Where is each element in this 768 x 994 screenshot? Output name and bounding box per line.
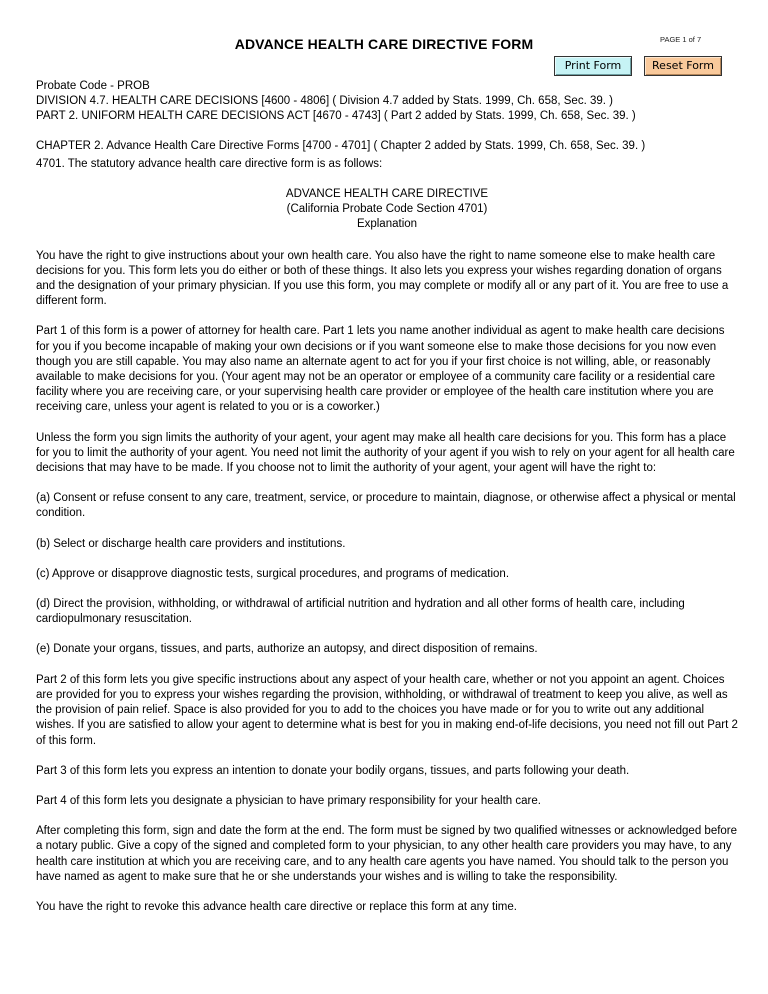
statute-code: Probate Code - PROB [36,80,150,92]
statute-section-intro: 4701. The statutory advance health care directive form is as follows: [36,157,383,170]
directive-title: ADVANCE HEALTH CARE DIRECTIVE [285,188,489,201]
directive-heading [36,187,738,233]
form-title: ADVANCE HEALTH CARE DIRECTIVE FORM [234,36,534,52]
page-indicator: PAGE 1 of 7 [660,35,702,44]
paragraph-after-completing: After completing this form, sign and date the form at the end. The form must be signed by two qualified witnesses or acknowledged before a notary public. Give a copy of the signed and completed form to your physician, to any other health care providers you may have, to any health care institution at which you are receiving care, and to any health care agents you have named. You should talk to the person you have named as agent to make sure that he or she understands your wishes and is willing to take the responsibility. [36,825,738,883]
paragraph-item-c: (c) Approve or disapprove diagnostic tests, surgical procedures, and programs of medication. [36,567,510,580]
paragraph-part3: Part 3 of this form lets you express an intention to donate your bodily organs, tissues, and parts following your death. [36,764,630,777]
paragraph-part4: Part 4 of this form lets you designate a physician to have primary responsibility for your health care. [36,794,541,807]
statute-chapter: CHAPTER 2. Advance Health Care Directive Forms [4700 - 4701] ( Chapter 2 added by Stats. 1999, Ch. 658, Sec. 39. ) [36,139,646,152]
reset-form-button[interactable]: Reset Form [644,56,722,76]
paragraph-revoke: You have the right to revoke this advance health care directive or replace this form at any time. [36,900,517,913]
directive-subtitle: (California Probate Code Section 4701) [286,203,488,216]
statute-header [36,79,738,172]
paragraph-item-d: (d) Direct the provision, withholding, or withdrawal of artificial nutrition and hydration and all other forms of health care, including cardiopulmonary resuscitation. [36,598,685,626]
paragraph-item-e: (e) Donate your organs, tissues, and parts, authorize an autopsy, and direct disposition of remains. [36,643,538,656]
paragraph-rights-intro: You have the right to give instructions about your own health care. You also have the right to name someone else to make health care decisions for you. This form lets you do either or both of these things. It also lets you express your wishes regarding donation of organs and the designation of your primary physician. If you use this form, you may complete or modify all or any part of it. You are free to use a different form. [36,249,729,308]
paragraph-part1: Part 1 of this form is a power of attorney for health care. Part 1 lets you name another individual as agent to make health care decisions for you if you become incapable of making your own decisions or if you want someone else to make those decisions for you now even though you are still capable. You may also name an alternate agent to act for you if your first choice is not willing, able, or reasonably available to make decisions for you. (Your agent may not be an operator or employee of a community care facility or a residential care facility where you are receiving care, or your supervising health care provider or employee of the health care institution where you are receiving care, unless your agent is related to you or is a coworker.) [36,325,725,414]
paragraph-item-b: (b) Select or discharge health care providers and institutions. [36,537,346,550]
paragraph-agent-authority: Unless the form you sign limits the authority of your agent, your agent may make all health care decisions for you. This form has a place for you to limit the authority of your agent. You need not limit the authority of your agent if you wish to rely on your agent for all health care decisions that may have to be made. If you choose not to limit the authority of your agent, your agent will have the right to: [36,431,735,475]
paragraph-item-a: (a) Consent or refuse consent to any care, treatment, service, or procedure to maintain, diagnose, or otherwise affect a physical or mental condition. [36,492,736,520]
directive-explanation-label: Explanation [356,218,418,231]
statute-division: DIVISION 4.7. HEALTH CARE DECISIONS [4600 - 4806] ( Division 4.7 added by Stats. 1999, Ch. 658, Sec. 39. ) [36,95,613,108]
document-body [36,79,738,915]
print-form-button[interactable]: Print Form [554,56,632,76]
paragraph-part2: Part 2 of this form lets you give specific instructions about any aspect of your health care, whether or not you appoint an agent. Choices are provided for you to express your wishes regarding the provision, withholding, or withdrawal of treatment to keep you alive, as well as the provision of pain relief. Space is also provided for you to add to the choices you have made or for you to write out any additional wishes. If you are satisfied to allow your agent to determine what is best for you in making end-of-life decisions, you need not fill out Part 2 of this form. [36,673,738,747]
statute-part: PART 2. UNIFORM HEALTH CARE DECISIONS ACT [4670 - 4743] ( Part 2 added by Stats. 1999, Ch. 658, Sec. 39. ) [36,110,636,123]
